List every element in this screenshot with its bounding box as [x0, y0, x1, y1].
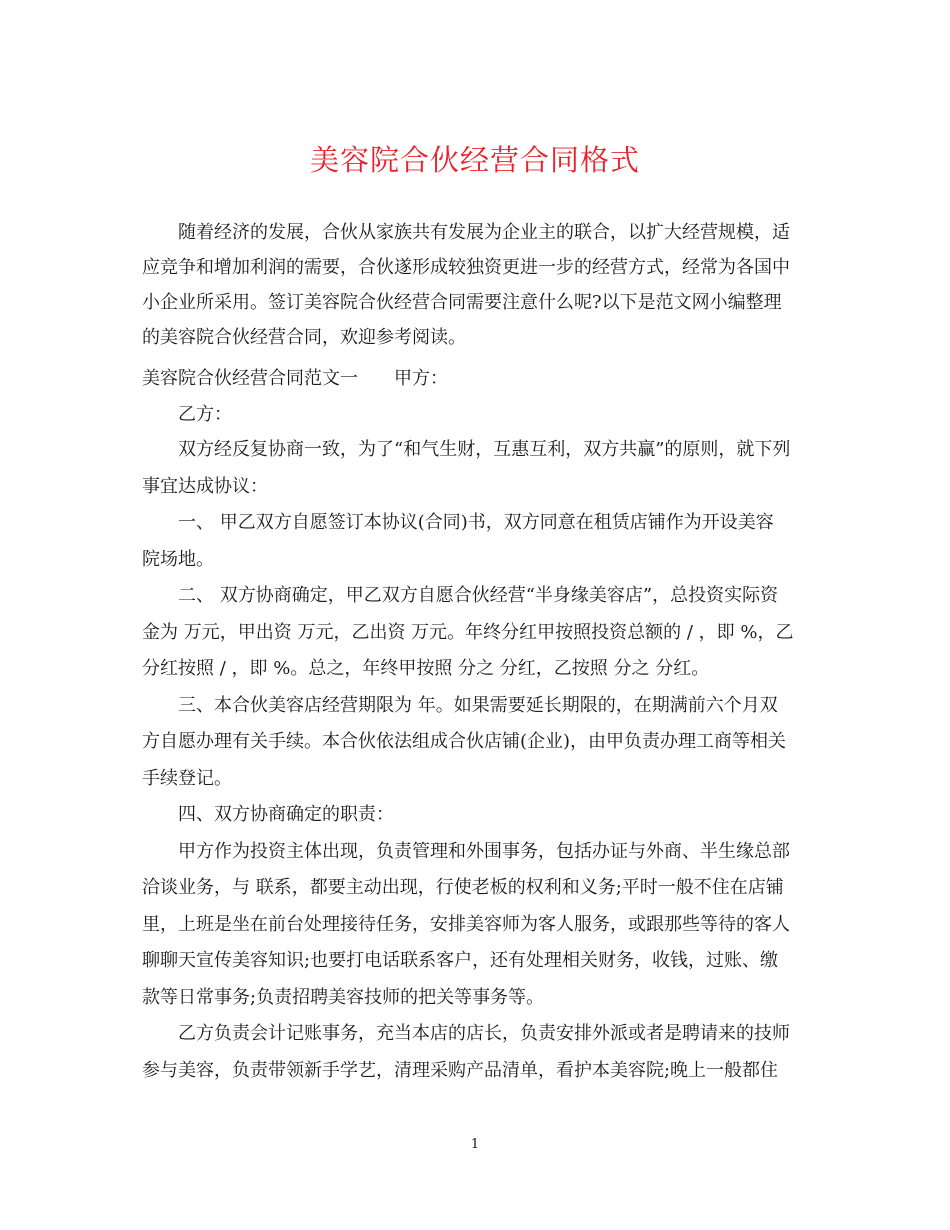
body-line: 的美容院合伙经营合同，欢迎参考阅读。 — [142, 327, 466, 348]
body-line: 事宜达成协议： — [142, 476, 268, 497]
body-line: 手续登记。 — [142, 768, 232, 789]
body-line: 款等日常事务;负责招聘美容技师的把关等事务等。 — [142, 987, 545, 1008]
body-line: 随着经济的发展，合伙从家族共有发展为企业主的联合，以扩大经营规模，适 — [142, 222, 790, 243]
body-line: 参与美容，负责带领新手学艺，清理采购产品清单，看护本美容院;晚上一般都住 — [142, 1060, 779, 1081]
body-line: 美容院合伙经营合同范文一 甲方： — [142, 368, 448, 389]
body-line: 聊聊天宣传美容知识;也要打电话联系客户，还有处理相关财务，收钱，过账、缴 — [142, 950, 779, 971]
body-line: 二、 双方协商确定，甲乙双方自愿合伙经营“半身缘美容店”，总投资实际资 — [142, 585, 779, 606]
body-line: 三、本合伙美容店经营期限为 年。如果需要延长期限的，在期满前六个月双 — [142, 695, 778, 716]
body-line: 四、双方协商确定的职责： — [142, 804, 394, 825]
body-line: 分红按照 / ，即 %。总之，年终甲按照 分之 分红，乙按照 分之 分红。 — [142, 658, 710, 679]
body-line: 甲方作为投资主体出现，负责管理和外围事务，包括办证与外商、半生缘总部 — [142, 841, 790, 862]
body-line: 双方经反复协商一致，为了“和气生财，互惠互利，双方共赢”的原则，就下列 — [142, 439, 791, 460]
body-line: 乙方： — [142, 404, 232, 425]
body-line: 方自愿办理有关手续。本合伙依法组成合伙店铺(企业)，由甲负责办理工商等相关 — [142, 731, 787, 752]
body-line: 洽谈业务，与 联系，都要主动出现，行使老板的权利和义务;平时一般不住在店铺 — [142, 877, 784, 898]
body-line: 一、 甲乙双方自愿签订本协议(合同)书，双方同意在租赁店铺作为开设美容 — [142, 512, 774, 533]
page-number: 1 — [470, 1137, 480, 1152]
body-line: 应竞争和增加利润的需要，合伙遂形成较独资更进一步的经营方式，经常为各国中 — [142, 257, 790, 278]
body-line: 院场地。 — [142, 549, 214, 570]
body-line: 金为 万元，甲出资 万元，乙出资 万元。年终分红甲按照投资总额的 / ，即 %，乙 — [142, 622, 794, 643]
body-line: 里，上班是坐在前台处理接待任务，安排美容师为客人服务，或跟那些等待的客人 — [142, 914, 790, 935]
body-line: 小企业所采用。签订美容院合伙经营合同需要注意什么呢?以下是范文网小编整理 — [142, 292, 782, 313]
document-title: 美容院合伙经营合同格式 — [309, 143, 640, 177]
body-line: 乙方负责会计记账事务，充当本店的店长，负责安排外派或者是聘请来的技师 — [142, 1023, 790, 1044]
